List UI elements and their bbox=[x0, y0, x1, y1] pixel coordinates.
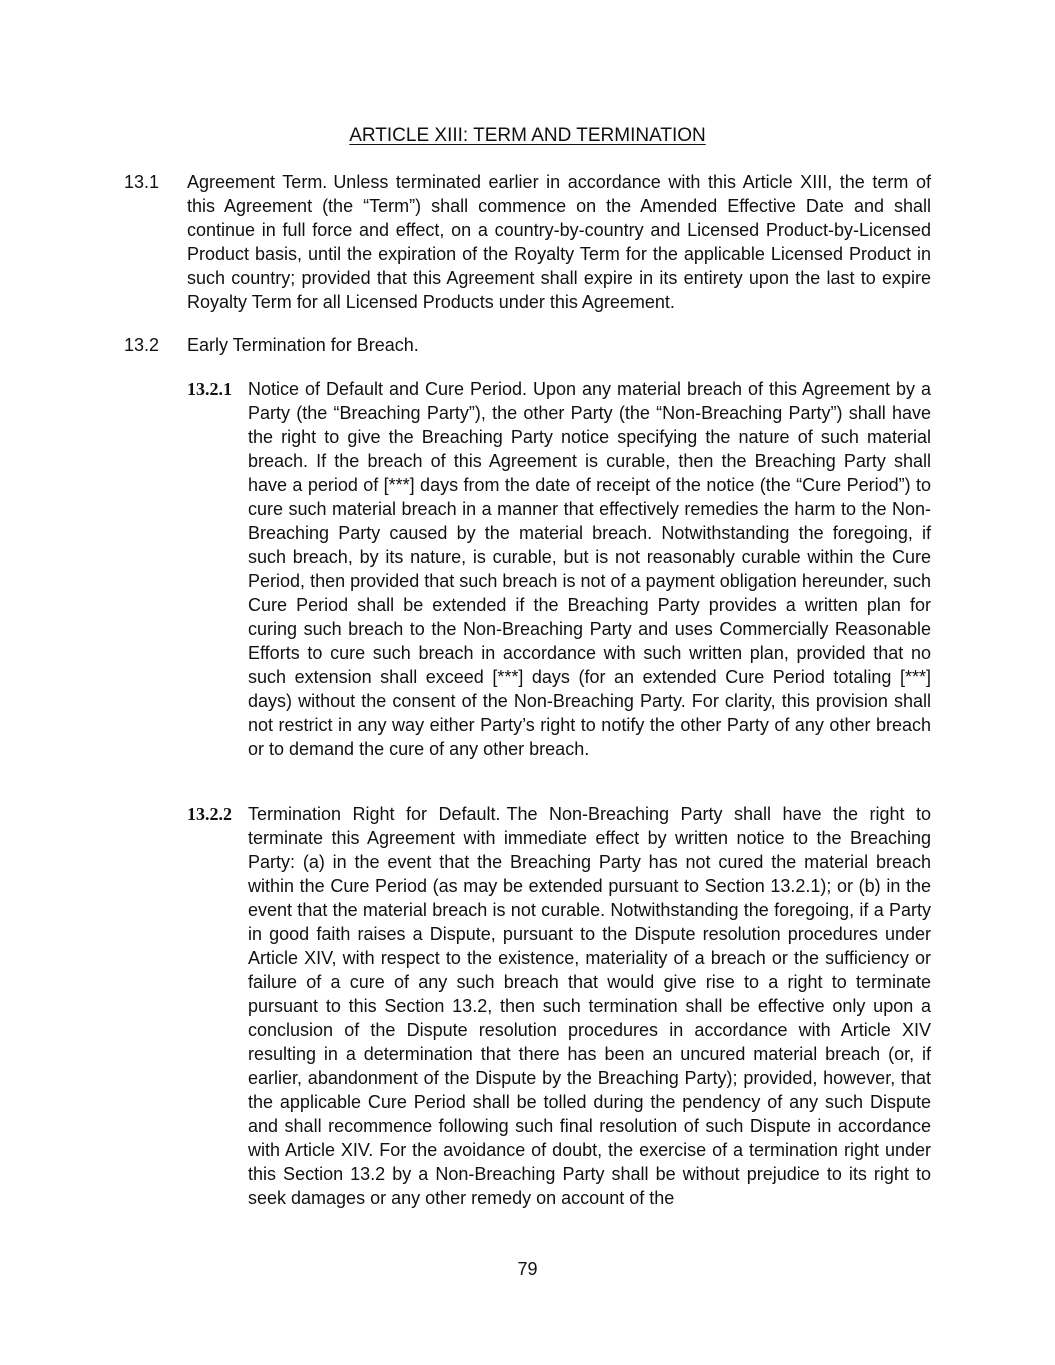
section-number-13-1: 13.1 bbox=[124, 172, 160, 192]
section-13-2-1-text: Upon any material breach of this Agreement by a Party (the “Breaching Party”), the other Party (the “Non-Breaching Party”) shall have the right to give the Breaching Party notice specifying the nature of such material breach. If the breach of this Agreement is curable, then the Breaching Party shall have a period of [***] days from the date of receipt of the notice (the “Cure Period”) to cure such material breach in a manner that effectively remedies the harm to the Non-Breaching Party caused by the material breach. Notwithstanding the foregoing, if such breach, by its nature, is curable, but is not reasonably curable within the Cure Period, then provided that such breach is not of a payment obligation hereunder, such Cure Period shall be extended if the Breaching Party provides a written plan for curing such breach to the Non-Breaching Party and uses Commercially Reasonable Efforts to cure such breach in accordance with such written plan, provided that no such extension shall exceed [***] days (for an extended Cure Period totaling [***] days) without the consent of the Non-Breaching Party. For clarity, this provision shall not restrict in any way either Party’s right to notify the other Party of any other breach or to demand the cure of any other breach. bbox=[248, 379, 932, 759]
section-number-13-2-2: 13.2.2 bbox=[187, 804, 232, 824]
article-title bbox=[0, 124, 1055, 148]
section-13-1 bbox=[187, 170, 931, 314]
section-13-2-1-heading: Notice of Default and Cure Period. bbox=[248, 379, 528, 399]
section-13-2-heading: Early Termination for Breach. bbox=[187, 335, 419, 355]
section-13-2-1 bbox=[248, 377, 931, 761]
article-title-text: ARTICLE XIII: TERM AND TERMINATION bbox=[349, 125, 706, 146]
section-number-13-2-1: 13.2.1 bbox=[187, 379, 232, 399]
section-13-2-2-heading: Termination Right for Default. bbox=[248, 804, 501, 824]
page-number: 79 bbox=[517, 1259, 538, 1279]
section-13-2-2-text: The Non-Breaching Party shall have the right to terminate this Agreement with immediate effect by written notice to the Breaching Party: (a) in the event that the Breaching Party has not cured the material breach within the Cure Period (as may be extended pursuant to Section 13.2.1); or (b) in the event that the material breach is not curable. Notwithstanding the foregoing, if a Party in good faith raises a Dispute, pursuant to the Dispute resolution procedures under Article XIV, with respect to the existence, materiality of a breach or the sufficiency or failure of a cure of any such breach that would give rise to a right to terminate pursuant to this Section 13.2, then such termination shall be effective only upon a conclusion of the Dispute resolution procedures in accordance with Article XIV resulting in a determination that there has been an uncured material breach (or, if earlier, abandonment of the Dispute by the Breaching Party); provided, however, that the applicable Cure Period shall be tolled during the pendency of any such Dispute and shall recommence following such final resolution of such Dispute in accordance with Article XIV. For the avoidance of doubt, the exercise of a termination right under this Section 13.2 by a Non-Breaching Party shall be without prejudice to its right to seek damages or any other remedy on account of the bbox=[248, 804, 931, 1208]
section-13-1-heading: Agreement Term. bbox=[187, 172, 328, 192]
section-13-1-text: Unless terminated earlier in accordance with this Article XIII, the term of this Agreement (the “Term”) shall commence on the Amended Effective Date and shall continue in full force and effect, on a country-by-country and Licensed Product-by-Licensed Product basis, until the expiration of the Royalty Term for the applicable Licensed Product in such country; provided that this Agreement shall expire in its entirety upon the last to expire Royalty Term for all Licensed Products under this Agreement. bbox=[187, 172, 931, 312]
section-number-13-2: 13.2 bbox=[124, 335, 160, 355]
section-13-2-2 bbox=[248, 802, 931, 1210]
